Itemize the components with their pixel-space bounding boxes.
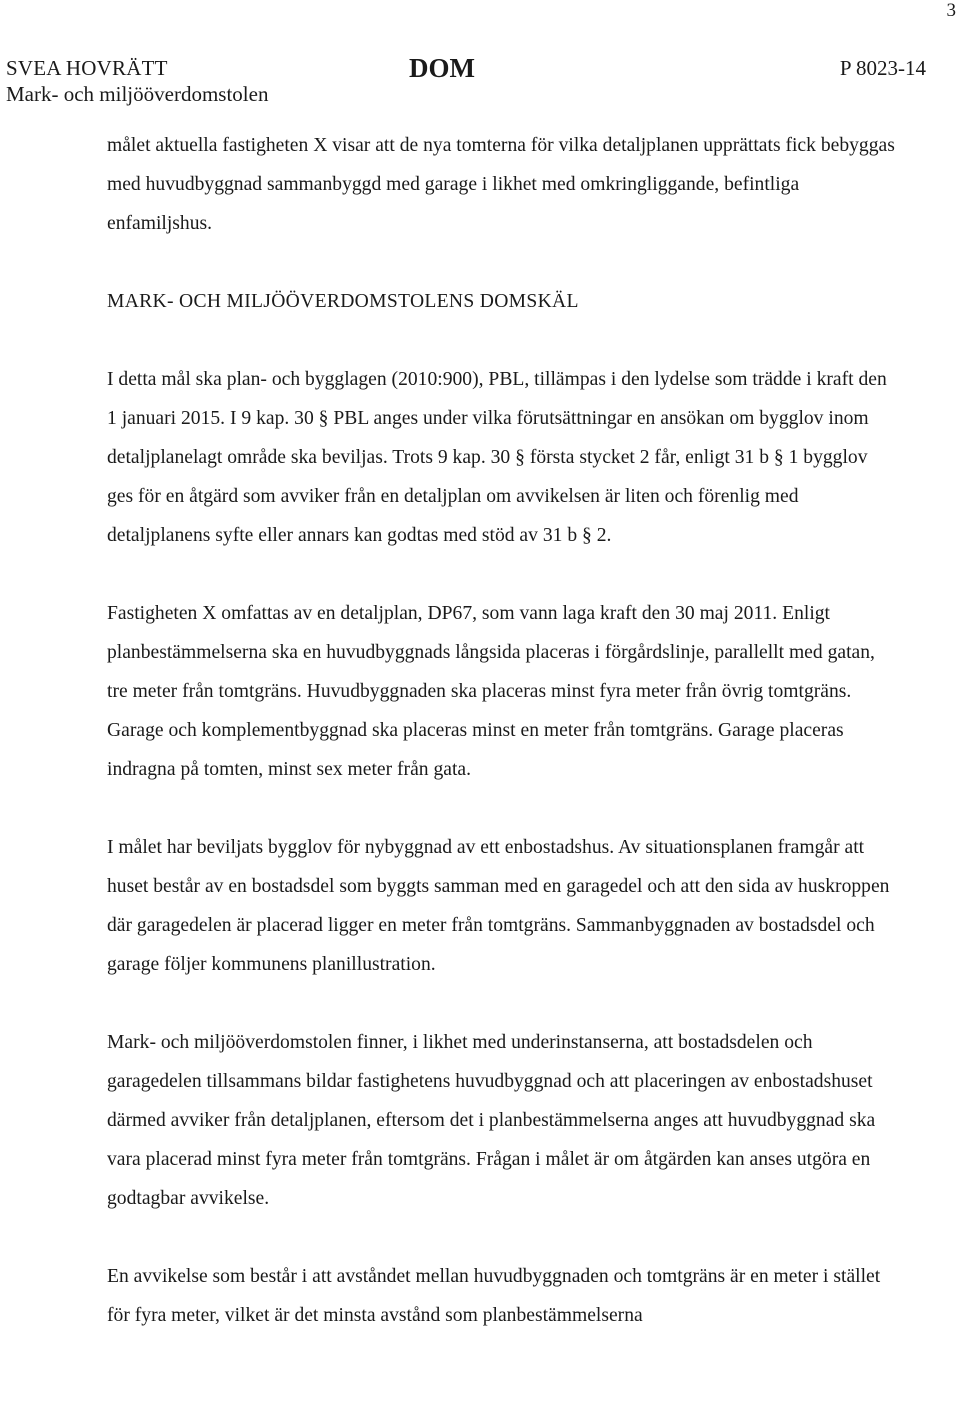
paragraph-court-finding: Mark- och miljööverdomstolen finner, i likhet med underinstanserna, att bostadsdelen och garagedelen tillsammans bildar fastighetens huvudbyggnad och att placeringen av enbostadshuset därmed avviker från detaljplanen, eftersom det i planbestämmelserna anges att huvudbyggnad ska vara placerad minst fyra meter från tomtgräns. Frågan i målet är om åtgärden kan anses utgöra en godtagbar avvikelse. (107, 1032, 876, 1209)
paragraph-building-permit: I målet har beviljats bygglov för nybyggnad av ett enbostadshus. Av situationsplanen framgår att huset består av en bostadsdel som byggts samman med en garagedel och att den sida av huskroppen där garagedelen är placerad ligger en meter från tomtgräns. Sammanbyggnaden av bostadsdel och garage följer kommunens planillustration. (107, 837, 890, 975)
document-header (6, 55, 926, 107)
court-subname: Mark- och miljööverdomstolen (6, 82, 269, 106)
page-number: 3 (946, 0, 956, 21)
paragraph-legal-basis: I detta mål ska plan- och bygglagen (2010:900), PBL, tillämpas i den lydelse som trädde i kraft den 1 januari 2015. I 9 kap. 30 § PBL anges under vilka förutsättningar en ansökan om bygglov inom detaljplanelagt område ska beviljas. Trots 9 kap. 30 § första stycket 2 får, enligt 31 b § 1 bygglov ges för en åtgärd som avviker från en detaljplan om avvikelsen är liten och förenlig med detaljplanens syfte eller annars kan godtas med stöd av 31 b § 2. (107, 369, 887, 546)
paragraph-detailed-plan: Fastigheten X omfattas av en detaljplan, DP67, som vann laga kraft den 30 maj 2011. Enligt planbestämmelserna ska en huvudbyggnads långsida placeras i förgårdslinje, parallellt med gatan, tre meter från tomtgräns. Huvudbyggnaden ska placeras minst fyra meter från övrig tomtgräns. Garage och komplementbyggnad ska placeras minst en meter från tomtgräns. Garage placeras indragna på tomten, minst sex meter från gata. (107, 603, 875, 780)
document-body (107, 126, 897, 1335)
paragraph-deviation: En avvikelse som består i att avståndet mellan huvudbyggnaden och tomtgräns är en meter i stället för fyra meter, vilket är det minsta avstånd som planbestämmelserna (107, 1266, 881, 1326)
document-type: DOM (409, 53, 475, 83)
section-heading: MARK- OCH MILJÖÖVERDOMSTOLENS DOMSKÄL (107, 291, 579, 312)
court-name: SVEA HOVRÄTT (6, 56, 168, 80)
case-number: P 8023-14 (839, 56, 926, 80)
lead-paragraph: målet aktuella fastigheten X visar att de nya tomterna för vilka detaljplanen upprättats fick bebyggas med huvudbyggnad sammanbyggd med garage i likhet med omkringliggande, befintliga enfamiljshus. (107, 135, 895, 234)
